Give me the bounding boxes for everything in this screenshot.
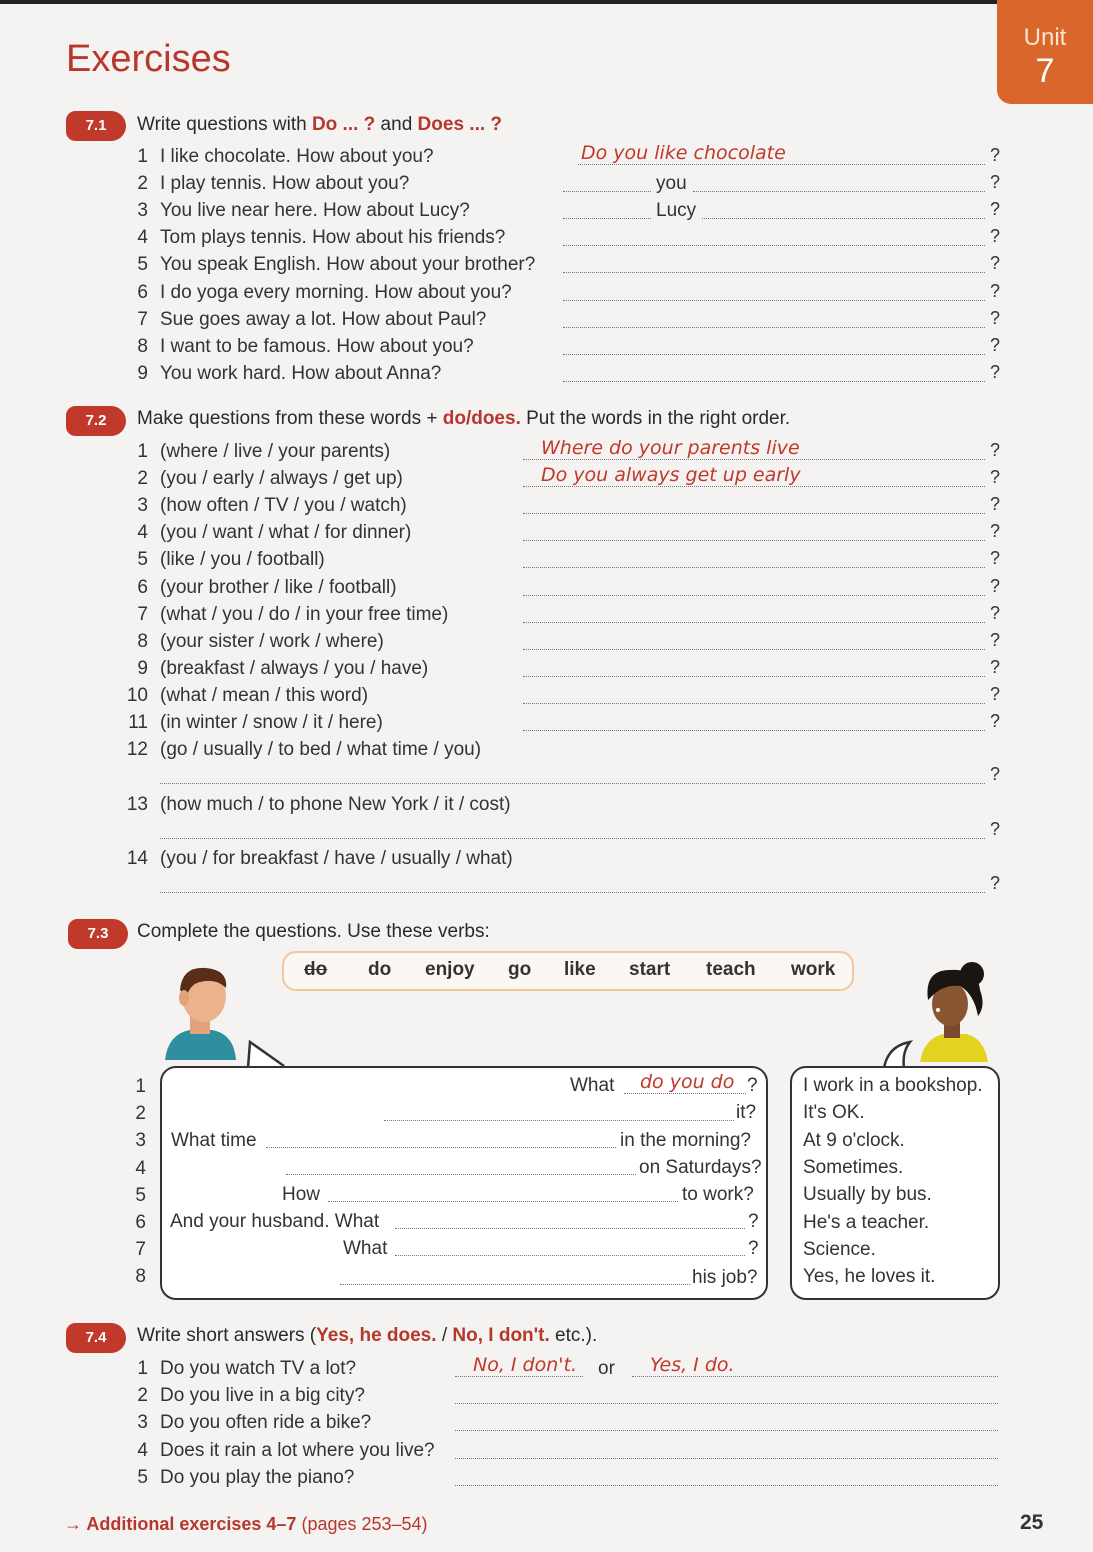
answer-line-7-1-6[interactable] [563, 300, 985, 301]
unit-tab [997, 0, 1093, 104]
exercise-7-2-prompt: (how often / TV / you / watch) [160, 495, 407, 517]
exercise-badge-7-3: 7.3 [68, 919, 128, 949]
answer-line-7-1-5[interactable] [563, 272, 985, 273]
answer-line-7-3-5[interactable] [328, 1201, 678, 1202]
exercise-7-1-prompt: I want to be famous. How about you? [160, 335, 474, 357]
exercise-7-1-instruction: Write questions with Do ... ? and Does ... ? [137, 114, 503, 135]
item-number: 9 [137, 657, 148, 679]
answer-line-7-2-7[interactable] [523, 622, 985, 623]
item-number: 3 [137, 1412, 148, 1434]
question-mark: ? [990, 656, 1001, 677]
question-mark: ? [990, 521, 1001, 542]
exercise-7-2-prompt: (your brother / like / football) [160, 576, 397, 598]
answer-line-7-1-4[interactable] [563, 245, 985, 246]
question-mark: ? [990, 602, 1001, 623]
question-mark: ? [990, 467, 1001, 488]
question-mark: ? [990, 307, 1001, 328]
exercise-7-1-prompt: You live near here. How about Lucy? [160, 200, 470, 222]
question-mark: ? [990, 764, 1001, 784]
q5-how: How [282, 1184, 321, 1205]
q1-qmark: ? [747, 1075, 758, 1096]
item-number: 6 [135, 1212, 146, 1233]
reply-6: He's a teacher. [803, 1211, 930, 1233]
question-mark: ? [990, 172, 1001, 193]
verb-start: start [629, 959, 671, 980]
item-number: 13 [126, 793, 148, 815]
answer-line-7-1-8[interactable] [563, 354, 985, 355]
exercise-7-2-prompt: (go / usually / to bed / what time / you) [160, 739, 482, 760]
reply-7: Science. [803, 1238, 876, 1260]
question-mark: ? [990, 629, 1001, 650]
q3-what-time: What time [171, 1130, 257, 1151]
example-answer-7-4-yes: Yes, I do. [650, 1354, 735, 1376]
woman-illustration [908, 960, 992, 1064]
answer-line-7-4-5[interactable] [455, 1485, 998, 1486]
question-mark: ? [990, 548, 1001, 569]
item-number: 8 [135, 1266, 146, 1288]
question-mark: ? [990, 253, 1001, 274]
item-number: 4 [137, 1439, 148, 1461]
item-number: 2 [137, 173, 148, 195]
question-mark: ? [990, 361, 1001, 382]
additional-exercises-link[interactable]: → Additional exercises 4–7 (pages 253–54) [64, 1514, 428, 1534]
answer-line-7-2-13[interactable] [160, 838, 985, 839]
item-number: 14 [126, 848, 148, 869]
word-you: you [656, 173, 687, 195]
exercise-7-2-prompt: (you / want / what / for dinner) [160, 522, 412, 544]
example-answer-7-2-2: Do you always get up early [541, 464, 801, 486]
q5-end: to work? [682, 1184, 754, 1205]
q7-what: What [343, 1238, 388, 1259]
answer-line-7-3-2[interactable] [384, 1120, 734, 1121]
answer-line-7-4-4[interactable] [455, 1458, 998, 1459]
exercise-7-4-prompt: Do you play the piano? [160, 1466, 355, 1488]
question-mark: ? [990, 494, 1001, 515]
exercise-badge-7-4: 7.4 [66, 1323, 126, 1353]
question-mark: ? [990, 334, 1001, 355]
question-mark: ? [990, 575, 1001, 596]
questions-bubble [160, 1066, 768, 1300]
exercise-7-1-prompt: I do yoga every morning. How about you? [160, 281, 512, 303]
answer-line-7-2-2[interactable] [523, 486, 985, 487]
example-answer-7-4-no: No, I don't. [473, 1354, 577, 1376]
question-mark: ? [990, 145, 1001, 165]
item-number: 5 [137, 549, 148, 571]
item-number: 5 [135, 1184, 146, 1206]
exercise-7-2-prompt: (you / for breakfast / have / usually / what) [160, 848, 513, 869]
exercise-7-1-prompt: I play tennis. How about you? [160, 173, 410, 195]
exercise-badge-7-1: 7.1 [66, 111, 126, 141]
answer-line-7-1-7[interactable] [563, 327, 985, 328]
item-number: 7 [135, 1239, 146, 1261]
answer-line-start[interactable] [563, 191, 651, 192]
item-number: 1 [137, 441, 148, 462]
exercise-7-1-prompt: You speak English. How about your brother? [160, 254, 536, 276]
item-number: 2 [135, 1103, 146, 1125]
unit-label: Unit [1023, 24, 1067, 51]
or-label: or [598, 1358, 615, 1379]
answer-line-7-1-2[interactable] [693, 191, 985, 192]
reply-1: I work in a bookshop. [803, 1075, 983, 1096]
top-rule [0, 0, 1093, 4]
question-mark: ? [990, 711, 1001, 731]
q1-what: What [570, 1075, 615, 1096]
exercise-7-2-prompt: (where / live / your parents) [160, 441, 391, 462]
answers-bubble [790, 1066, 1000, 1300]
item-number: 12 [126, 739, 148, 760]
answer-line-7-2-3[interactable] [523, 513, 985, 514]
answer-line-7-1-9[interactable] [563, 381, 985, 382]
verb-like: like [564, 959, 596, 980]
answer-line-7-2-9[interactable] [523, 676, 985, 677]
exercise-7-4-prompt: Do you live in a big city? [160, 1385, 365, 1407]
exercise-7-1-prompt: I like chocolate. How about you? [160, 146, 434, 167]
question-mark: ? [990, 873, 1001, 893]
item-number: 6 [137, 576, 148, 598]
question-mark: ? [990, 440, 1001, 460]
answer-line-7-4-2[interactable] [455, 1403, 998, 1404]
item-number: 3 [137, 495, 148, 517]
verb-go: go [508, 959, 532, 980]
example-answer-7-2-1: Where do your parents live [541, 437, 800, 459]
exercise-7-2-prompt: (in winter / snow / it / here) [160, 712, 383, 733]
item-number: 4 [137, 522, 148, 544]
q4-end: on Saturdays? [639, 1157, 762, 1178]
answer-line-7-2-10[interactable] [523, 703, 985, 704]
exercise-7-2-prompt: (your sister / work / where) [160, 630, 384, 652]
word-lucy: Lucy [656, 200, 697, 222]
exercise-badge-7-2: 7.2 [66, 406, 126, 436]
answer-line-7-3-7[interactable] [395, 1255, 745, 1256]
q2-end: it? [736, 1102, 757, 1123]
question-mark: ? [990, 818, 1001, 839]
reply-2: It's OK. [803, 1102, 865, 1124]
q6-start: And your husband. What [170, 1211, 380, 1232]
reply-8: Yes, he loves it. [803, 1266, 936, 1288]
answer-line-7-2-12[interactable] [160, 783, 985, 784]
answer-line-7-2-6[interactable] [523, 595, 985, 596]
q7-qmark: ? [748, 1238, 759, 1259]
exercise-7-4-instruction: Write short answers (Yes, he does. / No, I don't. etc.). [137, 1325, 598, 1346]
verb-work: work [791, 959, 836, 980]
exercise-7-4-prompt: Do you often ride a bike? [160, 1412, 372, 1434]
page-title: Exercises [66, 38, 231, 80]
item-number: 2 [137, 468, 148, 490]
answer-line-7-3-4[interactable] [286, 1174, 636, 1175]
item-number: 7 [137, 603, 148, 625]
item-number: 5 [137, 1466, 148, 1488]
item-number: 3 [135, 1130, 146, 1152]
reply-4: Sometimes. [803, 1156, 904, 1178]
item-number: 11 [128, 712, 148, 733]
answer-line-7-4-3[interactable] [455, 1430, 998, 1431]
verb-enjoy: enjoy [425, 959, 475, 980]
example-answer-7-3-1: do you do [640, 1071, 735, 1093]
answer-line-7-3-8[interactable] [340, 1284, 690, 1285]
answer-line-start[interactable] [563, 218, 651, 219]
exercise-7-2-prompt: (what / mean / this word) [160, 684, 369, 706]
unit-number: 7 [1035, 52, 1055, 90]
q6-qmark: ? [748, 1211, 759, 1232]
item-number: 5 [137, 254, 148, 276]
verb-do-crossed: do [304, 959, 328, 980]
exercise-7-1-prompt: Tom plays tennis. How about his friends? [160, 227, 506, 249]
exercise-7-2-prompt: (breakfast / always / you / have) [160, 657, 429, 679]
answer-line-7-3-3[interactable] [266, 1147, 616, 1148]
answer-line-7-3-1[interactable] [624, 1093, 746, 1094]
q3-end: in the morning? [620, 1130, 751, 1151]
exercise-7-3-instruction: Complete the questions. Use these verbs: [137, 921, 490, 942]
item-number: 1 [137, 1358, 148, 1379]
answer-line-7-4-1a[interactable] [455, 1376, 583, 1377]
item-number: 8 [137, 335, 148, 357]
exercise-7-2-prompt: (what / you / do / in your free time) [160, 603, 449, 625]
item-number: 9 [137, 362, 148, 384]
exercise-7-1-prompt: You work hard. How about Anna? [160, 362, 442, 384]
exercise-7-2-prompt: (how much / to phone New York / it / cost) [160, 793, 511, 815]
exercise-7-4-prompt: Do you watch TV a lot? [160, 1358, 357, 1379]
question-mark: ? [990, 280, 1001, 301]
item-number: 10 [126, 684, 148, 706]
verb-box [282, 951, 854, 991]
answer-line-7-2-1[interactable] [523, 459, 985, 460]
item-number: 1 [137, 146, 148, 167]
man-illustration [160, 962, 240, 1062]
exercise-7-2-instruction: Make questions from these words + do/does. Put the words in the right order. [137, 408, 791, 429]
item-number: 6 [137, 281, 148, 303]
exercise-7-2-prompt: (like / you / football) [160, 549, 325, 571]
answer-line-7-2-8[interactable] [523, 649, 985, 650]
reply-5: Usually by bus. [803, 1184, 932, 1206]
answer-line-7-2-5[interactable] [523, 567, 985, 568]
exercise-7-4-prompt: Does it rain a lot where you live? [160, 1439, 435, 1461]
item-number: 8 [137, 630, 148, 652]
item-number: 2 [137, 1385, 148, 1407]
question-mark: ? [990, 683, 1001, 704]
answer-line-7-2-11[interactable] [523, 730, 985, 731]
reply-3: At 9 o'clock. [803, 1129, 905, 1151]
answer-line-7-2-4[interactable] [523, 540, 985, 541]
question-mark: ? [990, 199, 1001, 220]
item-number: 1 [135, 1076, 146, 1097]
answer-line-7-1-1[interactable] [578, 164, 985, 165]
answer-line-7-4-1b[interactable] [632, 1376, 998, 1377]
question-mark: ? [990, 226, 1001, 247]
page-number: 25 [1020, 1511, 1044, 1534]
item-number: 3 [137, 200, 148, 222]
item-number: 4 [135, 1157, 146, 1179]
item-number: 7 [137, 308, 148, 330]
example-answer-7-1: Do you like chocolate [581, 142, 786, 164]
q8-end: his job? [692, 1267, 758, 1288]
exercise-7-1-prompt: Sue goes away a lot. How about Paul? [160, 308, 487, 330]
exercise-7-2-prompt: (you / early / always / get up) [160, 468, 403, 490]
answer-line-7-1-3[interactable] [702, 218, 985, 219]
answer-line-7-3-6[interactable] [395, 1228, 745, 1229]
verb-do: do [368, 959, 392, 980]
item-number: 4 [137, 227, 148, 249]
verb-teach: teach [706, 959, 756, 980]
answer-line-7-2-14[interactable] [160, 892, 985, 893]
